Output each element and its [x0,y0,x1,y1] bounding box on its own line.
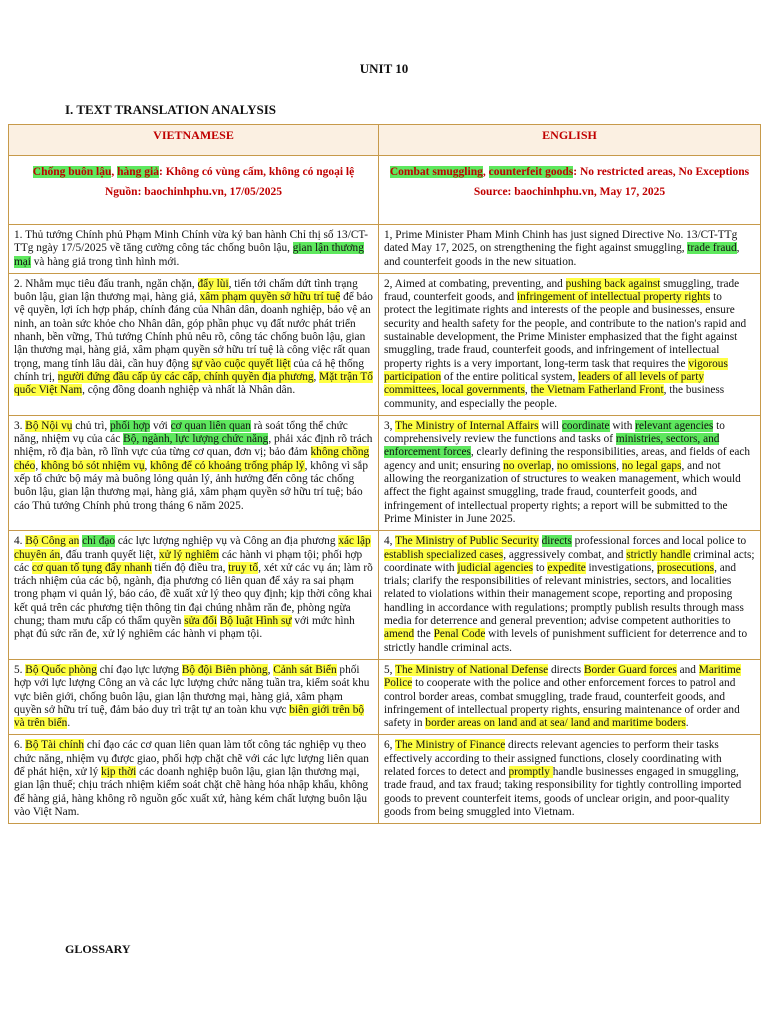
text-segment: and [676,663,699,676]
highlighted-term: Bộ, ngành, lực lượng chức năng [123,433,269,446]
text-segment: , [524,384,531,397]
text-segment: các doanh nghiệp buôn lậu, gian lận thương mại, gian lận thuế; chịu trách nhiệm kiểm soát chặt chẽ hàng hóa nhập khẩu, không để hàng giả, hàng không rõ nguồn gốc xuất xứ, hàng kém chất lượng buôn lậu vào Việt Nam. [14,765,369,818]
title-vi-rest: : Không có vùng cấm, không có ngoại lệ [159,166,355,178]
text-segment: 2. Nhằm mục tiêu đấu tranh, ngăn chặn, [14,277,198,290]
title-en-sep: , [482,166,489,178]
title-en-rest: : No restricted areas, No Exceptions [573,166,750,178]
text-segment: 3. [14,419,26,432]
text-segment: 6, [384,739,396,752]
text-segment: , tiến tới chấm dứt tình trạng buôn lậu, gian lận thương mại, hàng giả, [14,277,358,304]
text-segment: tiến độ điều tra, [151,561,229,574]
text-segment: với [150,419,171,432]
unit-heading: UNIT 10 [359,61,409,76]
text-segment: 1. Thủ tướng Chính phủ Phạm Minh Chính vừa ký ban hành Chỉ thị số 13/CT-TTg ngày 17/5/2025 về tăng cường công tác chống buôn lậu, [14,229,368,255]
text-segment: , clearly defining the responsibilities, areas, and fields of each agency and unit; ensuring [384,446,751,472]
highlighted-term: relevant agencies [635,419,714,432]
text-segment: with [609,419,636,432]
text-segment: to comprehensively review the functions and tasks of [384,419,725,446]
english-cell [379,415,761,530]
highlighted-term: Bộ Công an [25,535,80,548]
text-segment: smuggling, trade fraud, counterfeit goods, and [384,277,740,304]
text-segment: 4. [14,535,26,548]
paragraph-row [9,659,761,734]
highlighted-term: xử lý nghiêm [158,548,220,561]
highlighted-term: người đứng đầu cấp ủy các cấp, chính quyền địa phương [57,370,314,383]
highlighted-term: Cảnh sát Biển [273,663,337,676]
text-segment: 4, [384,535,396,548]
highlighted-term: coordinate [561,419,610,432]
highlighted-term: promptly [508,765,553,778]
text-segment: các lực lượng nghiệp vụ và Công an địa phương [115,535,339,548]
paragraph-row [9,415,761,530]
highlighted-term: Maritime Police [384,663,741,690]
text-segment: , and trials; clarify the responsibilities of relevant ministries, sectors, and localities related to violations within their management scope, reporting and proposing handling in accordance with regulations; promptly publish results through mass media for deterrence and general prevention; advise competent authorities to [384,561,744,628]
text-segment: , and counterfeit goods in the new situation. [384,242,740,268]
text-segment: với mức hình phạt đủ sức răn đe, xử lý nghiêm các hành vi phạm tội. [14,615,355,641]
title-vi-highlight-1: Chống buôn lậu [32,166,112,178]
text-segment: , the business community, and especially the people. [384,384,725,410]
text-segment: chủ trì, [72,419,111,432]
highlighted-term: directs [541,535,572,548]
highlighted-term: biên giới trên bộ và trên biển [14,703,365,730]
text-segment: phối hợp với lực lượng Công an và các lực lượng chức năng tuần tra, kiểm soát khu vực biên giới, chống buôn lậu, gian lận thương mại, hàng giả, xâm phạm quyền sở hữu trí tuệ, đảm bảo duy trì trật tự an toàn khu vực [14,663,370,716]
text-segment: 6. [14,739,26,752]
title-en-highlight-1: Combat smuggling [389,166,483,178]
highlighted-term: The Ministry of Finance [395,739,506,752]
title-en-highlight-2: counterfeit goods [488,166,574,178]
title-english [379,156,761,225]
english-cell [379,273,761,415]
text-segment: và hàng giả trong tình hình mới. [30,255,180,268]
title-vi-highlight-2: hàng giả [117,166,160,178]
highlighted-term: chỉ đạo [82,535,116,548]
text-segment: , [551,459,557,472]
highlighted-term: establish specialized cases [384,548,504,561]
text-segment: 1, Prime Minister Pham Minh Chinh has just signed Directive No. 13/CT-TTg dated May 17, 2025, on strengthening the fight against smuggling, [384,229,738,255]
highlighted-term: The Ministry of National Defense [395,663,549,676]
paragraph-row [9,531,761,660]
text-segment: directs relevant agencies to perform their tasks effectively according to their assigned functions, closely coordinating with related forces to detect and [384,739,722,778]
text-segment: 5, [384,663,396,676]
text-segment: criminal acts; coordinate with [384,548,755,574]
text-segment: with levels of punishment sufficient for deterrence and to strictly handle criminal acts. [384,628,748,654]
highlighted-term: sự vào cuộc quyết liệt [191,357,291,370]
header-vietnamese: VIETNAMESE [9,125,379,156]
highlighted-term: The Ministry of Public Security [395,535,539,548]
paragraph-row [9,273,761,415]
english-cell [379,225,761,274]
text-segment: of the entire political system, [441,370,579,383]
highlighted-term: leaders of all levels of party committees, local governments [384,370,704,397]
vietnamese-cell [9,415,379,530]
highlighted-term: border areas on land and at sea/ land and maritime boders [425,717,686,730]
title-vi-sep: , [111,166,118,178]
highlighted-term: Bộ Nội vụ [25,419,73,432]
vietnamese-cell [9,225,379,274]
highlighted-term: Bộ Quốc phòng [25,663,97,676]
highlighted-term: xâm phạm quyền sở hữu trí tuệ [199,291,341,304]
title-vietnamese [9,156,379,225]
text-segment: to [533,561,548,574]
highlighted-term: đẩy lùi [197,277,229,290]
text-segment: . [685,717,689,730]
text-segment: handle businesses engaged in smuggling, trade fraud, and tax fraud; taking responsibility for tightly controlling imported goods to prevent counterfeit items, goods of unclear origin, and poor-quality goods from being smuggled into Vietnam. [384,765,742,818]
highlighted-term: strictly handle [626,548,691,561]
text-segment: 3, [384,419,396,432]
text-segment: professional forces and local police to [571,535,747,548]
text-segment: the [414,628,434,641]
highlighted-term: Bộ đội Biên phòng [181,663,268,676]
text-segment: to cooperate with the police and other enforcement forces to patrol and control border areas, combat smuggling, trade fraud, counterfeit goods, and infringement of intellectual property rights, ensuring maintenance of order and safety in [384,677,740,730]
highlighted-term: truy tố [228,561,259,574]
text-segment: to protect the legitimate rights and interests of the people and businesses, ensure security and health safety for the people, and contribute to the nation's rapid and sustainable development, the Prime Minister emphasized that the fight against smuggling, trade fraud, counterfeit goods, and infringement of intellectual property rights is a very important, long-term task that requires the [384,291,747,370]
text-segment: để bảo vệ quyền, lợi ích hợp pháp, chính đáng của Nhân dân, doanh nghiệp, bảo vệ an ninh, an toàn sức khỏe cho Nhân dân, góp phần phục vụ đất nước phát triển nhanh, bền vững, Thủ tướng Chính phủ nêu rõ, công tác chống buôn lậu, gian lận thương mại, hàng giả, xâm phạm quyền sở hữu trí tuệ là công việc rất quan trọng, mang tính lâu dài, cần huy động [14,291,373,370]
highlighted-term: no omissions [556,459,617,472]
text-segment: các hành vi phạm tội; phối hợp các [14,548,363,574]
highlighted-term: The Ministry of Internal Affairs [395,419,539,432]
text-segment: rà soát tổng thể chức năng, nhiệm vụ của các [14,419,348,446]
glossary-heading: GLOSSARY [65,942,131,956]
text-segment: , [267,663,274,676]
highlighted-term: Bộ luật Hình sự [219,615,292,628]
text-segment: . [67,717,71,730]
text-segment: , [35,459,41,472]
english-cell [379,735,761,824]
text-segment: , [313,370,320,383]
highlighted-term: không chồng chéo [14,446,370,472]
text-segment: , phải xác định rõ trách nhiệm, rõ địa bàn, rõ lĩnh vực của từng cơ quan, đơn vị; bảo đảm [14,433,373,459]
highlighted-term: expedite [547,561,586,574]
text-segment: của cả hệ thống chính trị, [14,357,364,383]
text-segment: will [538,419,562,432]
title-row [9,156,761,225]
text-segment: , [616,459,622,472]
highlighted-term: no legal gaps [621,459,682,472]
highlighted-term: Penal Code [433,628,486,641]
highlighted-term: cơ quan liên quan [170,419,251,432]
text-segment: investigations, [585,561,657,574]
section-heading: I. TEXT TRANSLATION ANALYSIS [65,102,276,117]
text-segment: , and not allowing the reorganization of structures to weaken management, which would affect the fight against smuggling, trade fraud, counterfeit goods, and infringement of intellectual property rights; a report will be submitted to the Prime Minister in June 2025. [384,459,741,525]
highlighted-term: cơ quan tố tụng đẩy nhanh [31,561,152,574]
text-segment: 5. [14,663,26,676]
text-segment: , đấu tranh quyết liệt, [60,548,159,561]
text-segment: , không vì sắp xếp tổ chức bộ máy mà buông lỏng quản lý, ảnh hưởng đến công tác chống buôn lậu, gian lận thương mại, hàng giả, xâm phạm quyền sở hữu trí tuệ; báo cáo Thủ tướng Chính phủ trong tháng 6 năm 2025. [14,459,368,512]
vietnamese-cell [9,735,379,824]
paragraph-row [9,735,761,824]
highlighted-term: the Vietnam Fatherland Front [530,384,664,397]
highlighted-term: xác lập chuyên án [14,535,371,561]
text-segment: directs [548,663,584,676]
highlighted-term: kịp thời [101,765,137,778]
highlighted-term: judicial agencies [457,561,534,574]
paragraph-row [9,225,761,274]
text-segment: , aggressively combat, and [503,548,627,561]
highlighted-term: gian lận thương mại [14,242,364,268]
text-segment: , xét xử các vụ án; làm rõ trách nhiệm của các bộ, ngành, địa phương có liên quan để xảy ra sai phạm trong phạm vi quản lý, báo cáo, đề xuất xử lý theo quy định; kịp thời công khai kết quả trên các phương tiện thông tin đại chúng nhằm răn đe, phòng ngừa chung; tham mưu cấp có thẩm quyền [14,561,373,628]
text-segment: , cộng đồng doanh nghiệp và nhất là Nhân dân. [82,384,296,397]
english-cell [379,531,761,660]
highlighted-term: không bỏ sót nhiệm vụ [40,459,145,472]
vietnamese-cell [9,273,379,415]
vietnamese-cell [9,531,379,660]
title-en-source: Source: baochinhphu.vn, May 17, 2025 [473,186,666,198]
highlighted-term: no overlap [503,459,552,472]
vietnamese-cell [9,659,379,734]
text-segment: chỉ đạo lực lượng [96,663,182,676]
english-cell [379,659,761,734]
highlighted-term: amend [384,628,415,641]
highlighted-term: infringement of intellectual property rights [517,291,711,304]
highlighted-term: vigorous participation [384,357,728,383]
highlighted-term: sửa đổi [184,615,217,628]
title-vi-source: Nguồn: baochinhphu.vn, 17/05/2025 [104,186,283,198]
highlighted-term: ministries, sectors, and enforcement forces [384,433,720,459]
highlighted-term: không để có khoảng trống pháp lý [150,459,305,472]
text-segment: 2, Aimed at combating, preventing, and [384,277,566,290]
header-english: ENGLISH [379,125,761,156]
highlighted-term: prosecutions [656,561,715,574]
highlighted-term: Border Guard forces [583,663,677,676]
translation-table [8,124,761,824]
text-segment: , [144,459,151,472]
text-segment: chỉ đạo các cơ quan liên quan làm tốt công tác nghiệp vụ theo chức năng, nhiệm vụ được giao, phối hợp chặt chẽ với các lực lượng liên quan để phát hiện, xử lý [14,739,369,778]
highlighted-term: Mặt trận Tổ quốc Việt Nam [14,370,373,397]
highlighted-term: Bộ Tài chính [25,739,85,752]
highlighted-term: phối hợp [110,419,151,432]
header-row [9,125,761,156]
highlighted-term: trade fraud [687,242,737,255]
highlighted-term: pushing back against [565,277,661,290]
